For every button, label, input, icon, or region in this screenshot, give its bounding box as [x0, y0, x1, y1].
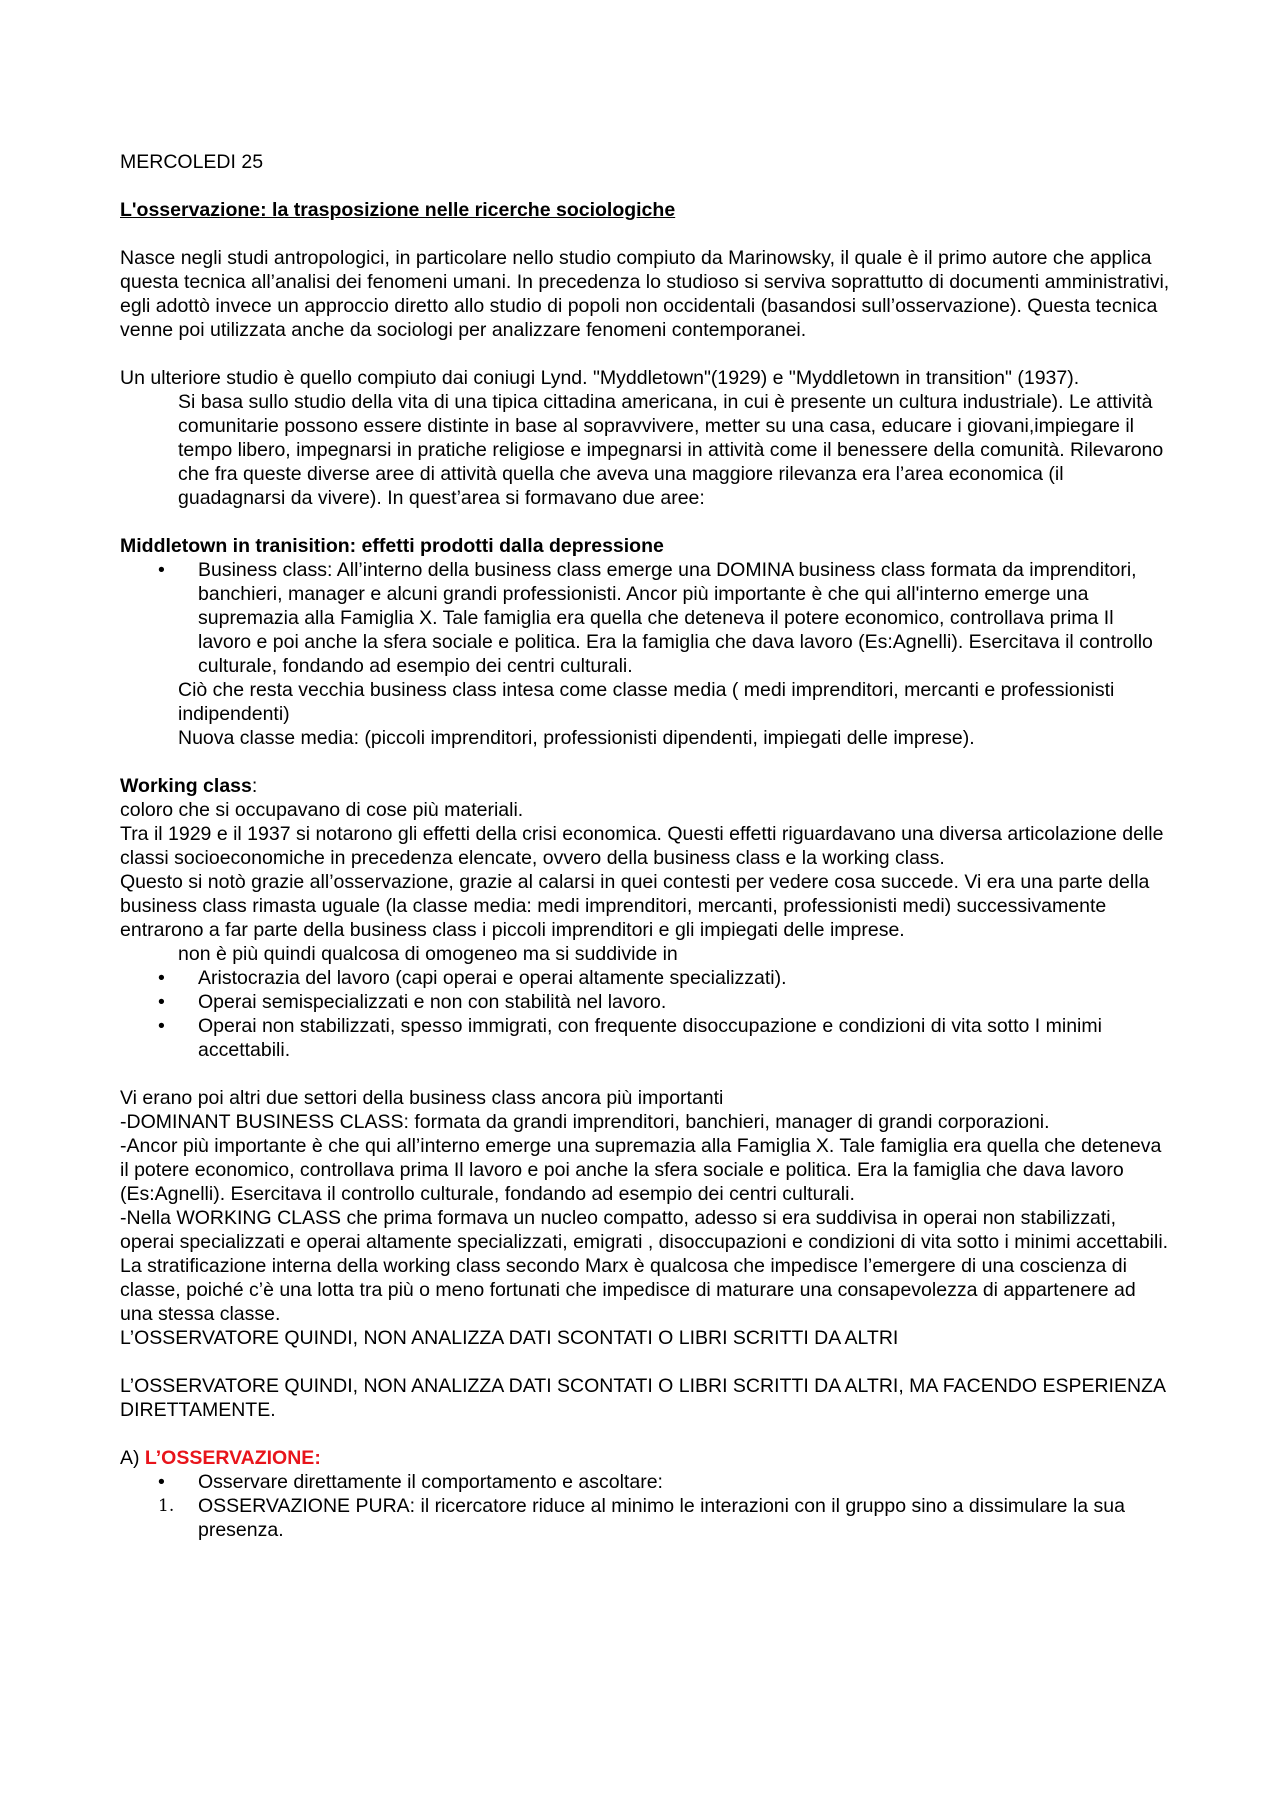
sectors-line: -Ancor più importante è che qui all’interno emerge una supremazia alla Famiglia X. Tale famiglia era quella che deteneva il potere economico, controllava prima Il lavoro e poi anche la sfera sociale e politica. Era la famiglia che dava lavoro (Es:Agnelli). Esercitava il controllo culturale, fondando ad esempio dei centri culturali. — [120, 1135, 1162, 1205]
bullet-glyph: • — [158, 991, 165, 1013]
business-class-item: Business class: All’interno della business class emerge una DOMINA business class formata da imprenditori, banchieri, manager e alcuni grandi professionisti. Ancor più importante è che qui all'interno emerge una supremazia alla Famiglia X. Tale famiglia era quella che deteneva il potere economico, controllava prima Il lavoro e poi anche la sfera sociale e politica. Era la famiglia che dava lavoro (Es:Agnelli). Esercitava il controllo culturale, fondando ad esempio dei centri culturali. — [198, 559, 1153, 677]
numbered-item-text: OSSERVAZIONE PURA: il ricercatore riduce al minimo le interazioni con il gruppo sino a dissimulare la sua presenza. — [198, 1495, 1125, 1541]
section-a-bullet: Osservare direttamente il comportamento e ascoltare: — [198, 1471, 663, 1493]
subdivide-line: non è più quindi qualcosa di omogeneo ma si suddivide in — [178, 943, 678, 965]
working-bullet: Aristocrazia del lavoro (capi operai e operai altamente specializzati). — [198, 967, 787, 989]
sectors-line: Vi erano poi altri due settori della business class ancora più importanti — [120, 1087, 724, 1109]
list-item — [120, 558, 1170, 678]
bullet-glyph: • — [158, 1471, 165, 1493]
sectors-line: -DOMINANT BUSINESS CLASS: formata da grandi imprenditori, banchieri, manager di grandi corporazioni. — [120, 1111, 1050, 1133]
middletown-heading: Middletown in tranisition: effetti prodotti dalla depressione — [120, 535, 664, 557]
working-bullet: Operai semispecializzati e non con stabilità nel lavoro. — [198, 991, 667, 1013]
date-heading: MERCOLEDI 25 — [120, 151, 264, 173]
bullet-glyph: • — [158, 1015, 165, 1037]
observer-paragraph: L’OSSERVATORE QUINDI, NON ANALIZZA DATI SCONTATI O LIBRI SCRITTI DA ALTRI, MA FACENDO ESPERIENZA DIRETTAMENTE. — [120, 1375, 1165, 1421]
document-body — [120, 150, 1170, 1542]
numbered-marker: 1. — [158, 1496, 175, 1516]
intro-paragraph: Nasce negli studi antropologici, in particolare nello studio compiuto da Marinowsky, il quale è il primo autore che applica questa tecnica all’analisi dei fenomeni umani. In precedenza lo studioso si serviva soprattutto di documenti amministrativi, egli adottò invece un approccio diretto allo studio di popoli non occidentali (basandosi sull’osservazione). Questa tecnica venne poi utilizzata anche da sociologi per analizzare fenomeni contemporanei. — [120, 247, 1170, 341]
section-a-heading — [120, 1446, 1170, 1470]
bullet-glyph: • — [158, 967, 165, 989]
lynd-paragraph: Un ulteriore studio è quello compiuto dai coniugi Lynd. "Myddletown"(1929) e "Myddletown in transition" (1937). — [120, 367, 1080, 389]
old-business-class: Ciò che resta vecchia business class intesa come classe media ( medi imprenditori, mercanti e professionisti indipendenti) — [178, 679, 1115, 725]
bullet-glyph: • — [158, 559, 165, 581]
section-a-prefix: A) — [120, 1447, 145, 1469]
sectors-line: -Nella WORKING CLASS che prima formava un nucleo compatto, adesso si era suddivisa in operai non stabilizzati, operai specializzati e operai altamente specializzati, emigrati , disoccupazioni e condizioni di vita sotto i minimi accettabili. La stratificazione interna della working class secondo Marx è qualcosa che impedisce l’emergere di una coscienza di classe, poiché c’è una lotta tra più o meno fortunati che impedisce di maturare una consapevolezza di appartenere ad una stessa classe. — [120, 1207, 1169, 1325]
section-a-title: L’OSSERVAZIONE: — [144, 1447, 321, 1469]
heading-colon: : — [251, 775, 258, 797]
working-class-heading: Working class — [120, 775, 252, 797]
list-item — [120, 1014, 1170, 1062]
working-bullet: Operai non stabilizzati, spesso immigrati, con frequente disoccupazione e condizioni di vita sotto I minimi accettabili. — [198, 1015, 1102, 1061]
sectors-line: L’OSSERVATORE QUINDI, NON ANALIZZA DATI SCONTATI O LIBRI SCRITTI DA ALTRI — [120, 1327, 899, 1349]
list-item — [120, 990, 1170, 1014]
document-title: L'osservazione: la trasposizione nelle ricerche sociologiche — [120, 199, 676, 221]
working-line: Tra il 1929 e il 1937 si notarono gli effetti della crisi economica. Questi effetti riguardavano una diversa articolazione delle classi socioeconomiche in precedenza elencate, ovvero della business class e la working class. — [120, 823, 1164, 869]
list-item — [120, 966, 1170, 990]
working-class-heading-line — [120, 774, 1170, 798]
working-line: Questo si notò grazie all’osservazione, grazie al calarsi in quei contesti per vedere cosa succede. Vi era una parte della business class rimasta uguale (la classe media: medi imprenditori, mercanti, professionisti medi) successivamente entrarono a far parte della business class i piccoli imprenditori e gli impiegati delle imprese. — [120, 871, 1150, 941]
list-item — [120, 1470, 1170, 1494]
numbered-list-item — [120, 1494, 1170, 1542]
new-middle-class: Nuova classe media: (piccoli imprenditori, professionisti dipendenti, impiegati delle imprese). — [178, 727, 975, 749]
lynd-indented-paragraph: Si basa sullo studio della vita di una tipica cittadina americana, in cui è presente un cultura industriale). Le attività comunitarie possono essere distinte in base al sopravvivere, metter su una casa, educare i giovani,impiegare il tempo libero, impegnarsi in pratiche religiose e impegnarsi in attività come il benessere della comunità. Rilevarono che fra queste diverse aree di attività quella che aveva una maggiore rilevanza era l’area economica (il guadagnarsi da vivere). In quest’area si formavano due aree: — [178, 391, 1164, 509]
working-line: coloro che si occupavano di cose più materiali. — [120, 799, 524, 821]
